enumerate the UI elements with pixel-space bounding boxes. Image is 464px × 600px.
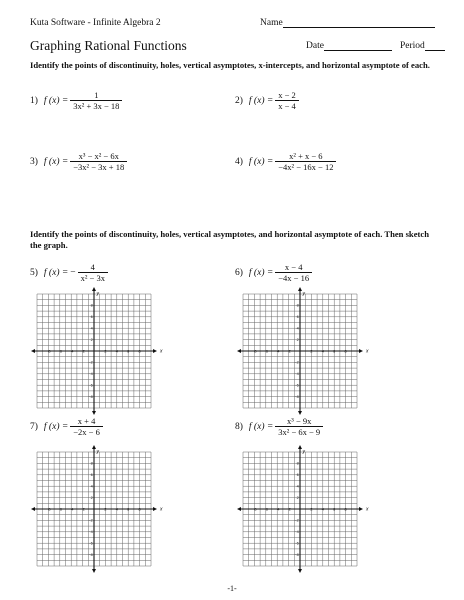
problem-5 xyxy=(30,262,108,283)
graph-grid-6[interactable] xyxy=(236,288,369,414)
x-arrow-icon xyxy=(31,507,35,511)
y-arrow-icon xyxy=(92,445,96,449)
problem-number: 7) xyxy=(30,421,38,432)
x-arrow-icon xyxy=(359,507,363,511)
x-tick-label: −2 xyxy=(80,349,85,354)
x-tick-label: −8 xyxy=(46,507,51,512)
denominator: −4x² − 16x − 12 xyxy=(275,161,336,172)
fraction xyxy=(275,90,299,111)
x-arrow-icon xyxy=(237,507,241,511)
y-arrow-icon xyxy=(92,287,96,291)
graph-grid-7[interactable] xyxy=(30,446,163,572)
x-arrow-icon xyxy=(237,349,241,353)
y-tick-label: −2 xyxy=(294,518,299,523)
denominator: −3x² − 3x + 18 xyxy=(70,161,127,172)
x-tick-label: 4 xyxy=(115,349,118,354)
y-tick-label: −6 xyxy=(88,541,93,546)
x-tick-label: 8 xyxy=(138,349,141,354)
x-tick-label: 6 xyxy=(333,507,336,512)
x-tick-label: 2 xyxy=(310,349,313,354)
y-axis-label: y xyxy=(96,291,99,297)
function-label: f (x) = xyxy=(248,95,274,106)
y-tick-label: −2 xyxy=(294,360,299,365)
problem-1 xyxy=(30,90,122,111)
x-tick-label: 4 xyxy=(321,507,324,512)
fraction xyxy=(275,151,336,172)
x-tick-label: −6 xyxy=(57,349,62,354)
x-tick-label: −6 xyxy=(263,507,268,512)
y-tick-label: 4 xyxy=(296,326,299,331)
y-tick-label: −2 xyxy=(88,518,93,523)
fraction xyxy=(78,262,108,283)
y-tick-label: −4 xyxy=(294,372,299,377)
graph-grid-5[interactable] xyxy=(30,288,163,414)
period-label: Period xyxy=(400,41,425,51)
problem-number: 1) xyxy=(30,95,38,106)
y-tick-label: −6 xyxy=(294,383,299,388)
problem-3 xyxy=(30,151,127,172)
name-field[interactable] xyxy=(260,18,435,28)
x-tick-label: −4 xyxy=(69,507,74,512)
y-tick-label: 8 xyxy=(90,303,93,308)
x-tick-label: −4 xyxy=(275,507,280,512)
x-tick-label: −8 xyxy=(46,349,51,354)
y-arrow-icon xyxy=(298,445,302,449)
x-tick-label: 8 xyxy=(344,507,347,512)
y-tick-label: 4 xyxy=(90,326,93,331)
x-tick-label: −2 xyxy=(286,349,291,354)
y-tick-label: 8 xyxy=(296,461,299,466)
y-arrow-icon xyxy=(298,411,302,415)
period-field[interactable] xyxy=(400,41,445,51)
x-tick-label: −2 xyxy=(286,507,291,512)
x-tick-label: 6 xyxy=(127,349,130,354)
x-axis-label: x xyxy=(160,506,163,513)
problem-number: 8) xyxy=(235,421,243,432)
function-label: f (x) = xyxy=(43,95,69,106)
x-tick-label: 2 xyxy=(104,349,107,354)
numerator: x − 2 xyxy=(278,90,296,100)
name-label: Name xyxy=(260,18,283,28)
function-label: f (x) = xyxy=(43,156,69,167)
publisher: Kuta Software - Infinite Algebra 2 xyxy=(30,18,161,28)
numerator: 4 xyxy=(90,262,95,272)
y-tick-label: −6 xyxy=(88,383,93,388)
function-label: f (x) = xyxy=(248,267,274,278)
y-tick-label: −2 xyxy=(88,360,93,365)
y-tick-label: −4 xyxy=(88,372,93,377)
problem-8 xyxy=(235,416,323,437)
graph-grid-8[interactable] xyxy=(236,446,369,572)
date-line[interactable] xyxy=(324,41,392,51)
x-arrow-icon xyxy=(31,349,35,353)
problem-4 xyxy=(235,151,336,172)
problem-6 xyxy=(235,262,312,283)
problem-number: 2) xyxy=(235,95,243,106)
y-tick-label: −8 xyxy=(88,394,93,399)
fraction xyxy=(275,262,312,283)
fraction xyxy=(70,416,103,437)
y-axis-label: y xyxy=(96,449,99,455)
section1-instructions: Identify the points of discontinuity, holes, vertical asymptotes, x-intercepts, and horizontal asymptote of each. xyxy=(30,60,430,70)
x-tick-label: −4 xyxy=(69,349,74,354)
x-tick-label: 6 xyxy=(333,349,336,354)
y-tick-label: −6 xyxy=(294,541,299,546)
y-arrow-icon xyxy=(298,569,302,573)
numerator: x² + x − 6 xyxy=(289,151,323,161)
y-arrow-icon xyxy=(92,569,96,573)
numerator: x − 4 xyxy=(284,262,303,272)
denominator: x − 4 xyxy=(275,100,299,111)
x-tick-label: −8 xyxy=(252,349,257,354)
x-tick-label: 4 xyxy=(115,507,118,512)
x-tick-label: 8 xyxy=(344,349,347,354)
x-arrow-icon xyxy=(359,349,363,353)
problem-2 xyxy=(235,90,299,111)
x-arrow-icon xyxy=(153,507,157,511)
x-tick-label: 2 xyxy=(104,507,107,512)
x-arrow-icon xyxy=(153,349,157,353)
section2-instructions: Identify the points of discontinuity, holes, vertical asymptotes, and horizontal asymptote of each. Then sketch the graph. xyxy=(30,229,429,250)
negative-sign: − xyxy=(70,267,76,278)
function-label: f (x) = xyxy=(248,156,274,167)
fraction xyxy=(275,416,323,437)
x-tick-label: 6 xyxy=(127,507,130,512)
x-tick-label: −6 xyxy=(57,507,62,512)
x-tick-label: −6 xyxy=(263,349,268,354)
x-tick-label: −8 xyxy=(252,507,257,512)
numerator: x + 4 xyxy=(77,416,96,426)
x-tick-label: 4 xyxy=(321,349,324,354)
y-tick-label: 2 xyxy=(90,495,93,500)
y-tick-label: −8 xyxy=(88,552,93,557)
period-line[interactable] xyxy=(425,41,445,51)
y-axis-label: y xyxy=(302,291,305,297)
y-tick-label: 2 xyxy=(90,337,93,342)
y-tick-label: −4 xyxy=(294,530,299,535)
y-tick-label: 4 xyxy=(90,484,93,489)
fraction xyxy=(70,151,127,172)
x-axis-label: x xyxy=(366,348,369,355)
problem-number: 5) xyxy=(30,267,38,278)
y-tick-label: 6 xyxy=(90,473,93,478)
page-title: Graphing Rational Functions xyxy=(30,38,187,53)
x-tick-label: −2 xyxy=(80,507,85,512)
y-tick-label: −8 xyxy=(294,394,299,399)
page-number: -1- xyxy=(227,584,237,593)
y-arrow-icon xyxy=(298,287,302,291)
y-tick-label: 8 xyxy=(90,461,93,466)
x-tick-label: 8 xyxy=(138,507,141,512)
fraction xyxy=(70,90,122,111)
y-tick-label: 8 xyxy=(296,303,299,308)
problem-number: 6) xyxy=(235,267,243,278)
problem-number: 3) xyxy=(30,156,38,167)
denominator: x² − 3x xyxy=(78,272,108,283)
y-tick-label: 6 xyxy=(296,473,299,478)
function-label: f (x) = xyxy=(43,421,69,432)
problem-7 xyxy=(30,416,103,437)
problem-number: 4) xyxy=(235,156,243,167)
numerator: x³ − x² − 6x xyxy=(78,151,119,161)
y-arrow-icon xyxy=(92,411,96,415)
date-label: Date xyxy=(306,41,324,51)
date-field[interactable] xyxy=(306,41,392,51)
x-tick-label: −4 xyxy=(275,349,280,354)
function-label: f (x) = xyxy=(248,421,274,432)
denominator: −2x − 6 xyxy=(70,426,103,437)
denominator: −4x − 16 xyxy=(275,272,312,283)
y-tick-label: 6 xyxy=(296,315,299,320)
y-tick-label: 6 xyxy=(90,315,93,320)
y-tick-label: −4 xyxy=(88,530,93,535)
name-line[interactable] xyxy=(283,18,435,28)
numerator: x³ − 9x xyxy=(287,416,312,426)
y-tick-label: 2 xyxy=(296,495,299,500)
x-tick-label: 2 xyxy=(310,507,313,512)
function-label: f (x) = xyxy=(43,267,69,278)
y-tick-label: 4 xyxy=(296,484,299,489)
y-axis-label: y xyxy=(302,449,305,455)
x-axis-label: x xyxy=(366,506,369,513)
denominator: 3x² − 6x − 9 xyxy=(275,426,323,437)
y-tick-label: −8 xyxy=(294,552,299,557)
y-tick-label: 2 xyxy=(296,337,299,342)
denominator: 3x² + 3x − 18 xyxy=(70,100,122,111)
numerator: 1 xyxy=(94,90,99,100)
x-axis-label: x xyxy=(160,348,163,355)
